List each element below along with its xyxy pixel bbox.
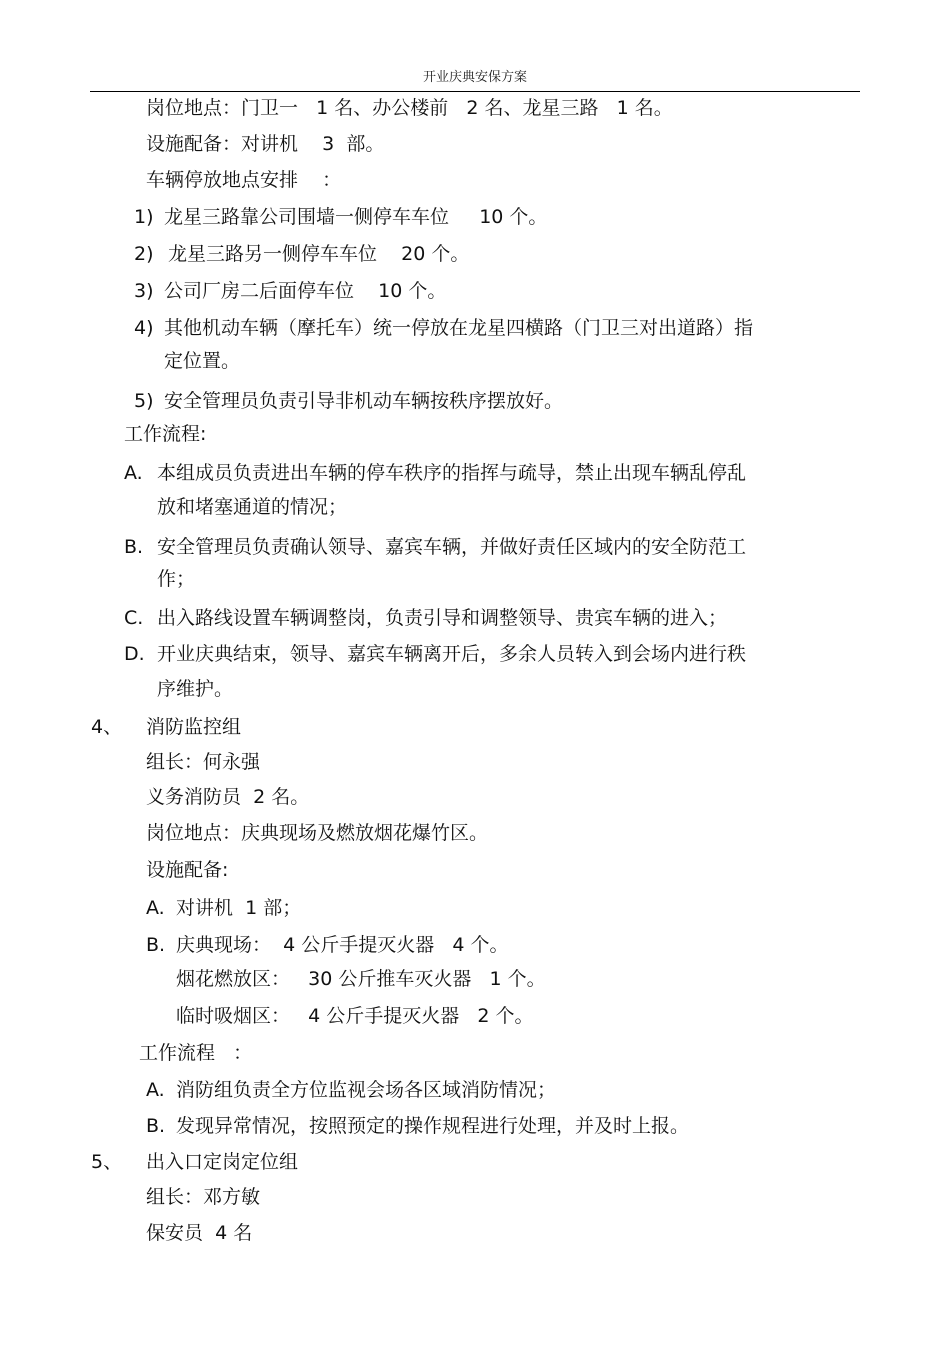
list-letter: B. xyxy=(124,536,144,558)
list-number: 3) xyxy=(134,280,154,302)
section-title: 消防监控组 xyxy=(146,716,242,738)
list-item: 龙星三路另一侧停车车位 20 个。 xyxy=(168,243,470,265)
list-item: 安全管理员负责确认领导、嘉宾车辆，并做好责任区域内的安全防范工 xyxy=(157,536,747,558)
equipment-heading: 设施配备: xyxy=(146,859,229,881)
post-location-line: 岗位地点：庆典现场及燃放烟花爆竹区。 xyxy=(146,822,489,844)
list-item: 龙星三路靠公司围墙一侧停车车位 10 个。 xyxy=(164,206,548,228)
list-item: 本组成员负责进出车辆的停车秩序的指挥与疏导，禁止出现车辆乱停乱 xyxy=(157,462,747,484)
list-item: 庆典现场： 4 公斤手提灭火器 4 个。 xyxy=(176,934,509,956)
list-letter: B. xyxy=(146,934,166,956)
header-rule xyxy=(90,91,860,92)
list-number: 2) xyxy=(134,243,154,265)
list-item-continuation: 放和堵塞通道的情况； xyxy=(157,496,348,518)
list-item: 安全管理员负责引导非机动车辆按秩序摆放好。 xyxy=(164,390,564,412)
list-number: 4) xyxy=(134,317,154,339)
list-number: 1) xyxy=(134,206,154,228)
workflow-heading: 工作流程 ： xyxy=(139,1042,253,1064)
list-letter: C. xyxy=(124,607,144,629)
list-item-continuation: 序维护。 xyxy=(157,678,234,700)
leader-line: 组长：何永强 xyxy=(146,751,261,773)
list-item-continuation: 烟花燃放区： 30 公斤推车灭火器 1 个。 xyxy=(176,968,546,990)
post-location-line: 岗位地点：门卫一 1 名、办公楼前 2 名、龙星三路 1 名。 xyxy=(146,97,673,119)
workflow-heading: 工作流程: xyxy=(124,423,207,445)
list-letter: A. xyxy=(124,462,143,484)
list-letter: A. xyxy=(146,897,165,919)
list-item: 消防组负责全方位监视会场各区域消防情况； xyxy=(176,1079,557,1101)
section-title: 出入口定岗定位组 xyxy=(146,1151,299,1173)
list-number: 5) xyxy=(134,390,154,412)
staff-line: 义务消防员 2 名。 xyxy=(146,786,310,808)
list-item: 发现异常情况，按照预定的操作规程进行处理，并及时上报。 xyxy=(176,1115,690,1137)
list-item: 开业庆典结束，领导、嘉宾车辆离开后，多余人员转入到会场内进行秩 xyxy=(157,643,747,665)
list-item-continuation: 临时吸烟区： 4 公斤手提灭火器 2 个。 xyxy=(176,1005,534,1027)
parking-arrangement-heading: 车辆停放地点安排 ： xyxy=(146,169,342,191)
list-item: 其他机动车辆（摩托车）统一停放在龙星四横路（门卫三对出道路）指 xyxy=(164,317,754,339)
list-letter: A. xyxy=(146,1079,165,1101)
list-letter: B. xyxy=(146,1115,166,1137)
leader-line: 组长：邓方敏 xyxy=(146,1186,261,1208)
equipment-line: 设施配备：对讲机 3 部。 xyxy=(146,133,385,155)
section-number: 5、 xyxy=(91,1151,123,1173)
staff-line: 保安员 4 名 xyxy=(146,1222,253,1244)
list-item: 出入路线设置车辆调整岗，负责引导和调整领导、贵宾车辆的进入； xyxy=(157,607,728,629)
list-letter: D. xyxy=(124,643,145,665)
list-item-continuation: 作； xyxy=(157,568,196,590)
list-item: 公司厂房二后面停车位 10 个。 xyxy=(164,280,447,302)
section-number: 4、 xyxy=(91,716,123,738)
list-item: 对讲机 1 部； xyxy=(176,897,302,919)
running-header: 开业庆典安保方案 xyxy=(422,70,527,85)
list-item-continuation: 定位置。 xyxy=(164,350,241,372)
